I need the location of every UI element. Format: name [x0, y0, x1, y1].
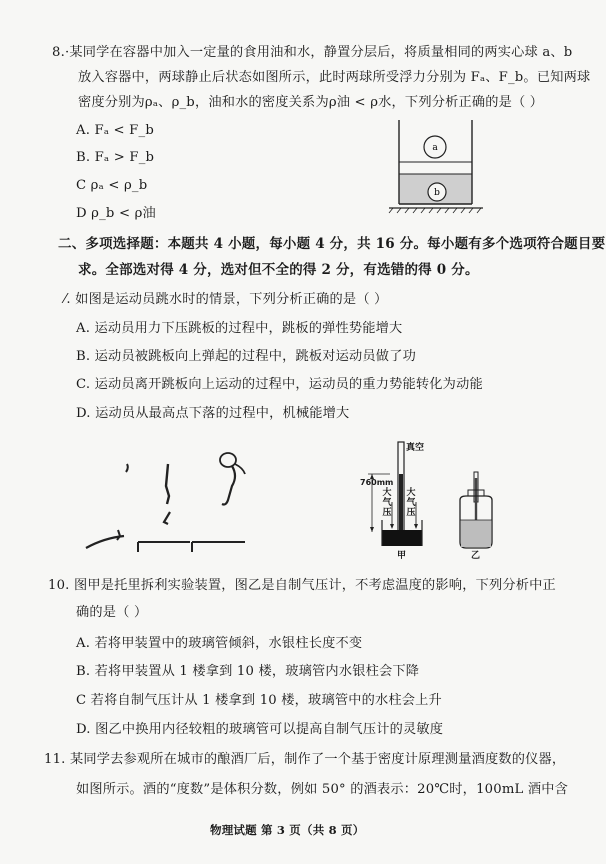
- torricelli-figure: [360, 440, 460, 565]
- section2-line1: 二、多项选择题：本题共 4 小题，每小题 4 分，共 16 分。每小题有多个选项符合题目要: [58, 236, 606, 252]
- q10-option-c: C 若将自制气压计从 1 楼拿到 10 楼，玻璃管中的水柱会上升: [76, 693, 442, 708]
- q10-line2: 确的是（ ）: [76, 605, 148, 620]
- section2-line2: 求。全部选对得 4 分，选对但不全的得 2 分，有选错的得 0 分。: [78, 262, 479, 278]
- atm-pressure-left-label: 大气压: [382, 488, 392, 518]
- figure-yi-label: 乙: [471, 551, 481, 561]
- barometer-figure: [452, 468, 502, 563]
- q9-option-d: D. 运动员从最高点下落的过程中，机械能增大: [76, 406, 350, 421]
- diver-figure: [80, 442, 260, 562]
- q9-option-c: C. 运动员离开跳板向上运动的过程中，运动员的重力势能转化为动能: [76, 377, 483, 392]
- q8-line3: 密度分别为ρₐ、ρ_b，油和水的密度关系为ρ油 < ρ水，下列分析正确的是（ ）: [78, 95, 544, 110]
- q10-option-a: A. 若将甲装置中的玻璃管倾斜，水银柱长度不变: [76, 636, 363, 651]
- q10-option-d: D. 图乙中换用内径较粗的玻璃管可以提高自制气压计的灵敏度: [76, 722, 444, 737]
- ball-b-label: b: [434, 188, 440, 198]
- q11-line2: 如图所示。酒的“度数”是体积分数，例如 50° 的酒表示：20℃时，100mL 酒中含: [76, 782, 569, 797]
- page-footer: 物理试题 第 3 页（共 8 页）: [210, 823, 365, 837]
- q8-option-a: A. Fₐ < F_b: [76, 123, 154, 138]
- height-760mm-label: 760mm: [360, 478, 394, 487]
- q9-option-a: A. 运动员用力下压跳板的过程中，跳板的弹性势能增大: [76, 321, 403, 336]
- q9-stem: ⁄. 如图是运动员跳水时的情景，下列分析正确的是（ ）: [64, 292, 388, 307]
- q11-line1: 11. 某同学去参观所在城市的酿酒厂后，制作了一个基于密度计原理测量酒度数的仪器，: [44, 752, 566, 767]
- ball-a-label: a: [432, 143, 438, 153]
- q10-line1: 10. 图甲是托里拆利实验装置，图乙是自制气压计，不考虑温度的影响，下列分析中正: [48, 578, 556, 593]
- q8-option-b: B. Fₐ > F_b: [76, 150, 155, 165]
- container-figure: [385, 118, 490, 218]
- vacuum-label: 真空: [406, 443, 425, 453]
- figure-jia-label: 甲: [397, 551, 407, 561]
- q8-option-c: C ρₐ < ρ_b: [76, 178, 148, 193]
- q9-option-b: B. 运动员被跳板向上弹起的过程中，跳板对运动员做了功: [76, 349, 416, 364]
- q10-option-b: B. 若将甲装置从 1 楼拿到 10 楼，玻璃管内水银柱会下降: [76, 664, 420, 679]
- q8-line2: 放入容器中，两球静止后状态如图所示，此时两球所受浮力分别为 Fₐ、F_b。已知两球: [78, 70, 591, 85]
- atm-pressure-right-label: 大气压: [406, 488, 416, 518]
- q8-line1: 8.·某同学在容器中加入一定量的食用油和水，静置分层后，将质量相同的两实心球 a、b: [52, 45, 573, 60]
- q8-option-d: D ρ_b < ρ油: [76, 206, 156, 221]
